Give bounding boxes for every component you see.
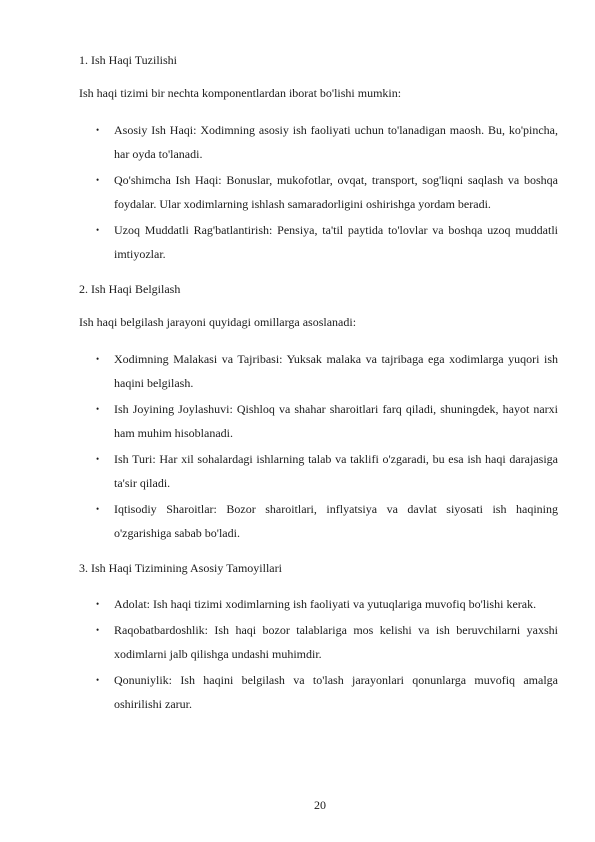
bullet-icon: • [96, 175, 100, 185]
bullet-icon: • [96, 504, 100, 514]
section-intro: Ish haqi belgilash jarayoni quyidagi omillarga asoslanadi: [79, 315, 357, 329]
list-item [79, 497, 558, 545]
bullet-icon: • [96, 354, 100, 364]
list-item [79, 218, 558, 266]
bullet-icon: • [96, 454, 100, 464]
bullet-icon: • [96, 404, 100, 414]
bullet-icon: • [96, 675, 100, 685]
list-item [79, 168, 558, 216]
section-heading: 3. Ish Haqi Tizimining Asosiy Tamoyillari [79, 561, 282, 575]
bullet-icon: • [96, 225, 100, 235]
page-number: 20 [314, 798, 326, 812]
bullet-icon: • [96, 125, 100, 135]
list-item [79, 592, 558, 616]
list-item-text: Adolat: Ish haqi tizimi xodimlarning ish faoliyati va yutuqlariga muvofiq bo'lishi kerak. [114, 597, 537, 611]
section-heading: 1. Ish Haqi Tuzilishi [79, 53, 178, 67]
list-item-text: Ish Turi: Har xil sohalardagi ishlarning talab va taklifi o'zgaradi, bu esa ish haqi darajasiga ta'sir qiladi. [114, 452, 558, 490]
section-salary-principles [79, 559, 558, 716]
list-item-text: Asosiy Ish Haqi: Xodimning asosiy ish faoliyati uchun to'lanadigan maosh. Bu, ko'pincha, har oyda to'lanadi. [114, 123, 558, 161]
section-salary-determination [79, 280, 558, 545]
bullet-icon: • [96, 599, 100, 609]
page-content [79, 51, 558, 730]
list-item [79, 668, 558, 716]
list-item [79, 447, 558, 495]
list-item [79, 397, 558, 445]
list-item-text: Iqtisodiy Sharoitlar: Bozor sharoitlari, inflyatsiya va davlat siyosati ish haqining o'zgarishiga sabab bo'ladi. [114, 502, 558, 540]
section-salary-structure [79, 51, 558, 266]
list-item-text: Raqobatbardoshlik: Ish haqi bozor talablariga mos kelishi va ish beruvchilarni yaxshi xodimlarni jalb qilishga undashi muhimdir. [114, 623, 558, 661]
list-item-text: Qo'shimcha Ish Haqi: Bonuslar, mukofotlar, ovqat, transport, sog'liqni saqlash va boshqa foydalar. Ular xodimlarning ishlash samaradorligini oshirishga yordam beradi. [114, 173, 558, 211]
bullet-icon: • [96, 625, 100, 635]
section-heading: 2. Ish Haqi Belgilash [79, 282, 181, 296]
bullet-list [79, 592, 558, 716]
section-intro: Ish haqi tizimi bir nechta komponentlardan iborat bo'lishi mumkin: [79, 86, 402, 100]
list-item [79, 618, 558, 666]
list-item-text: Ish Joyining Joylashuvi: Qishloq va shahar sharoitlari farq qiladi, shuningdek, hayot narxi ham muhim hisoblanadi. [114, 402, 558, 440]
list-item [79, 347, 558, 395]
bullet-list [79, 118, 558, 266]
list-item-text: Uzoq Muddatli Rag'batlantirish: Pensiya, ta'til paytida to'lovlar va boshqa uzoq muddatli imtiyozlar. [114, 223, 558, 261]
list-item-text: Qonuniylik: Ish haqini belgilash va to'lash jarayonlari qonunlarga muvofiq amalga oshirilishi zarur. [114, 673, 558, 711]
list-item [79, 118, 558, 166]
bullet-list [79, 347, 558, 545]
list-item-text: Xodimning Malakasi va Tajribasi: Yuksak malaka va tajribaga ega xodimlarga yuqori ish haqini belgilash. [114, 352, 558, 390]
